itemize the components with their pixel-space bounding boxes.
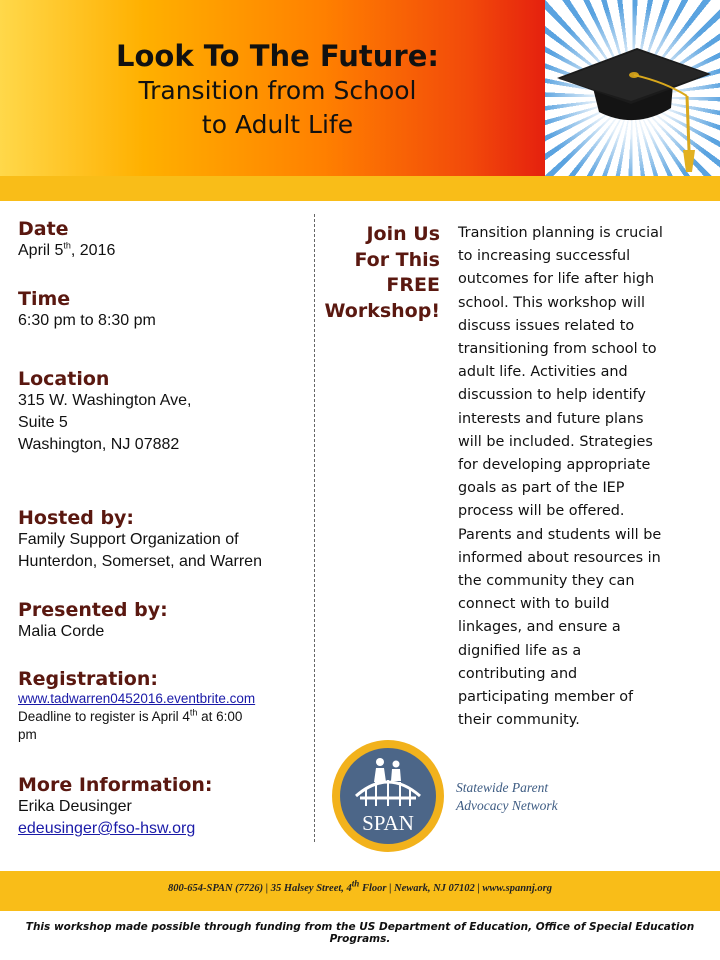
presenter-section	[18, 599, 318, 643]
time-section	[18, 288, 318, 332]
description-line: discussion to help identify	[458, 387, 646, 404]
location-heading: Location	[18, 368, 110, 390]
description-line: transitioning from school to	[458, 341, 657, 358]
presenter-heading: Presented by:	[18, 599, 168, 621]
location-line: Washington, NJ 07882	[18, 436, 180, 453]
graduation-cap-icon	[545, 0, 720, 176]
title-line-1: Look To The Future:	[116, 39, 439, 73]
column-divider	[314, 214, 315, 842]
join-line: For This	[354, 248, 440, 271]
description-line: informed about resources in	[458, 549, 661, 566]
join-line: Join Us	[366, 223, 440, 245]
description-line: for developing appropriate	[458, 457, 651, 474]
description-line: discuss issues related to	[458, 317, 635, 334]
description-line: to increasing successful	[458, 248, 631, 265]
description-line: linkages, and ensure a	[458, 619, 621, 636]
graduation-cap-panel	[545, 0, 720, 176]
registration-section	[18, 668, 318, 744]
date-value: April 5th, 2016	[18, 240, 116, 259]
footer-contact: 800-654-SPAN (7726) | 35 Halsey Street, 4th Floor | Newark, NJ 07102 | www.spannj.org	[167, 878, 552, 894]
description-line: goals as part of the IEP	[458, 480, 625, 497]
date-heading: Date	[18, 218, 69, 240]
flyer-title	[0, 38, 555, 142]
description-line: Transition planning is crucial	[458, 225, 663, 241]
description-line: dignified life as a	[458, 642, 582, 659]
join-line: FREE	[386, 274, 440, 296]
description-line: connect with to build	[458, 596, 610, 613]
registration-heading: Registration:	[18, 668, 158, 690]
hosted-heading: Hosted by:	[18, 507, 135, 529]
registration-deadline: Deadline to register is April 4th at 6:00	[18, 707, 243, 724]
description-line: process will be offered.	[458, 503, 625, 520]
header-accent-band	[0, 176, 720, 201]
hosted-line: Family Support Organization of	[18, 531, 239, 548]
date-section	[18, 218, 318, 262]
description-line: their community.	[458, 712, 580, 729]
presenter-name: Malia Corde	[18, 623, 105, 640]
description-line: the community they can	[458, 573, 635, 590]
description-line: adult life. Activities and	[458, 364, 628, 381]
location-line: 315 W. Washington Ave,	[18, 392, 192, 409]
description-line: Parents and students will be	[458, 526, 662, 543]
description-line: interests and future plans	[458, 410, 644, 427]
description-line: participating member of	[458, 689, 634, 706]
more-info-section	[18, 774, 318, 840]
hosted-line: Hunterdon, Somerset, and Warren	[18, 553, 262, 570]
location-line: Suite 5	[18, 414, 68, 431]
funding-notice: This workshop made possible through funding from the US Department of Education, Office of Special Education Programs.	[25, 921, 695, 945]
join-line: Workshop!	[324, 299, 440, 322]
header-banner	[0, 0, 720, 176]
span-logo-label: SPAN	[362, 811, 414, 835]
more-info-heading: More Information:	[18, 774, 213, 796]
description-line: contributing and	[458, 665, 578, 682]
span-org-name: Statewide Parent Advocacy Network	[456, 780, 558, 813]
time-heading: Time	[18, 288, 71, 310]
contact-name: Erika Deusinger	[18, 798, 132, 815]
contact-email-link[interactable]: edeusinger@fso-hsw.org	[18, 820, 196, 837]
title-line-2: Transition from School	[138, 76, 417, 105]
description-line: outcomes for life after high	[458, 271, 655, 288]
workshop-description	[458, 222, 686, 732]
registration-link[interactable]: www.tadwarren0452016.eventbrite.com	[18, 691, 256, 706]
registration-deadline-cont: pm	[18, 727, 37, 742]
title-line-3: to Adult Life	[201, 110, 354, 139]
description-line: school. This workshop will	[458, 294, 645, 311]
span-logo	[330, 738, 446, 854]
hosted-section	[18, 507, 318, 573]
location-section	[18, 368, 318, 456]
join-callout	[318, 222, 440, 324]
time-value: 6:30 pm to 8:30 pm	[18, 312, 156, 329]
description-line: will be included. Strategies	[458, 433, 653, 450]
